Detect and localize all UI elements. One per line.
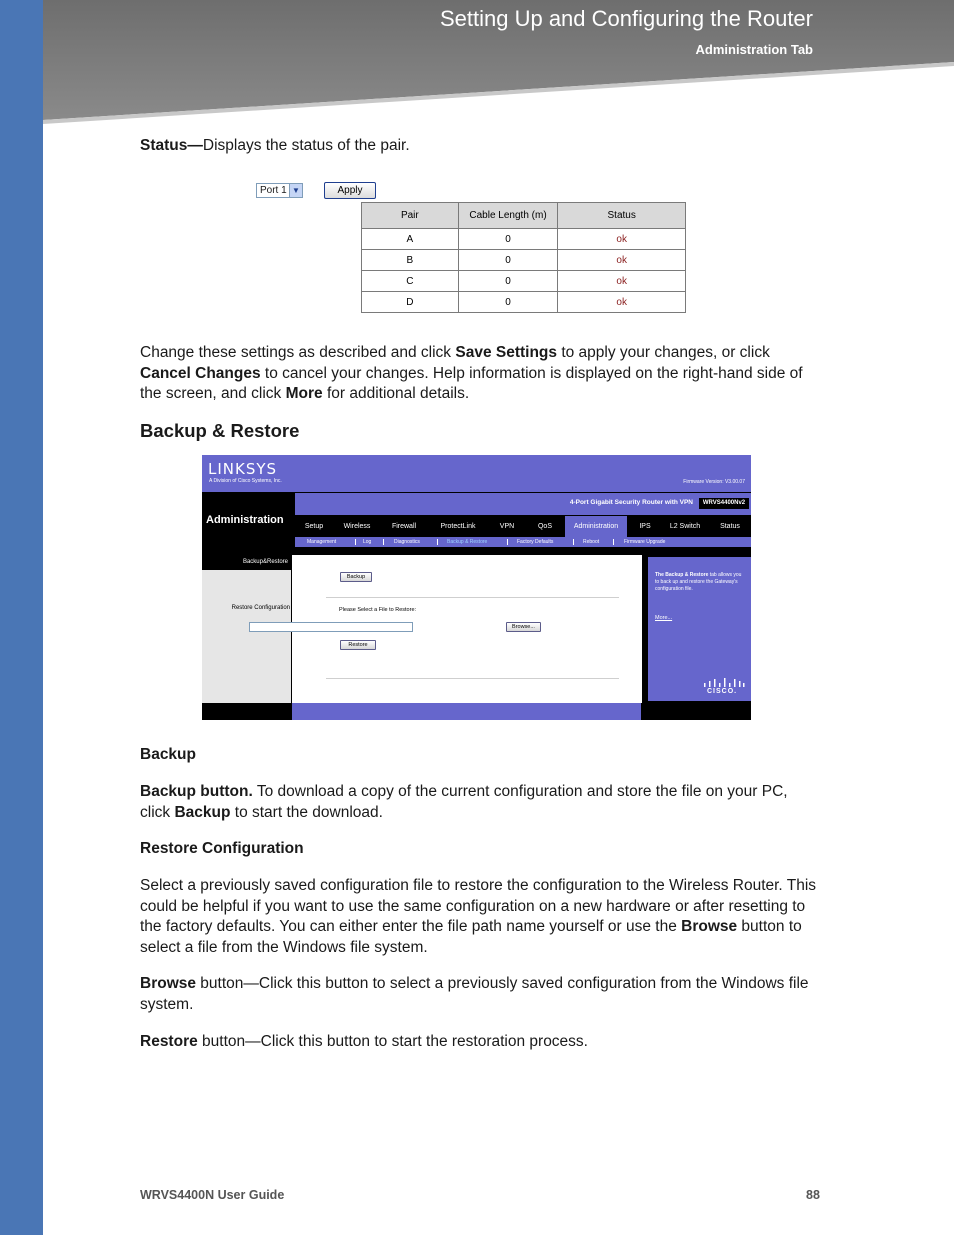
browse-button[interactable]: Browse...	[506, 622, 541, 632]
column-header: Pair	[362, 203, 459, 229]
status-cell: ok	[558, 229, 686, 250]
text-run: button to select a file from the Windows file system.	[140, 918, 802, 956]
section-title: Backup & Restore	[140, 420, 300, 441]
column-header: Cable Length (m)	[458, 203, 558, 229]
subtab-backup-restore[interactable]: Backup & Restore	[447, 539, 488, 545]
status-cell: ok	[558, 250, 686, 271]
tab-wireless[interactable]: Wireless	[343, 523, 371, 530]
tab-protectlink[interactable]: ProtectLink	[440, 523, 476, 530]
text-run: button—Click this button to select a previously saved configuration from the Windows file system.	[140, 975, 809, 1013]
subtab-reboot[interactable]: Reboot	[583, 539, 600, 545]
text-run: to cancel your changes. Help information is displayed on the right-hand side of the screen, and click	[140, 364, 803, 402]
sidebar-heading: Backup&Restore	[202, 555, 291, 570]
column-header: Status	[558, 203, 686, 229]
length-cell: 0	[458, 271, 558, 292]
router-sub-tabs	[295, 537, 751, 547]
change-settings-paragraph	[140, 343, 820, 405]
backup-button[interactable]: Backup	[340, 572, 372, 582]
text-run: to apply your changes, or click	[557, 344, 770, 361]
tab-l2-switch[interactable]: L2 Switch	[669, 523, 701, 530]
restore-button[interactable]: Restore	[340, 640, 376, 650]
model-name: 4-Port Gigabit Security Router with VPN	[569, 499, 693, 506]
pair-cell: B	[362, 250, 459, 271]
subtab-log[interactable]: Log	[363, 539, 372, 545]
linksys-logo-subtitle: A Division of Cisco Systems, Inc.	[209, 478, 282, 484]
subtab-separator	[507, 539, 508, 545]
subtab-separator	[437, 539, 438, 545]
router-top-band	[202, 455, 751, 492]
router-bottom-left	[202, 703, 291, 720]
subtab-management[interactable]: Management	[307, 539, 337, 545]
table-row	[362, 229, 686, 250]
tab-ips[interactable]: IPS	[639, 523, 651, 530]
router-main-tabs	[295, 516, 751, 537]
tab-administration[interactable]: Administration	[565, 516, 627, 537]
subtab-factory-defaults[interactable]: Factory Defaults	[517, 539, 554, 545]
backup-heading: Backup	[140, 746, 196, 763]
text-run: Change these settings as described and click	[140, 344, 456, 361]
browse-term: Browse	[681, 918, 738, 935]
browse-paragraph	[140, 974, 820, 1015]
more-term: More	[285, 385, 323, 402]
cisco-logo: CISCO.	[707, 688, 738, 695]
help-text	[655, 572, 745, 593]
text-run: button—Click this button to start the restoration process.	[197, 1033, 588, 1050]
model-bar	[295, 493, 751, 515]
text-run: To download a copy of the current configuration and store the file on your PC, click	[140, 783, 788, 821]
subtab-firmware-upgrade[interactable]: Firmware Upgrade	[624, 539, 666, 545]
browse-term: Browse	[140, 975, 196, 992]
port-select-value: Port 1	[260, 185, 287, 196]
text-run: Select a previously saved configuration file to restore the configuration to the Wireless Router. This could be helpful if you want to use the same configuration on a new hardware or after resetting to the factory defaults. You can either enter the file path name yourself or use the	[140, 877, 817, 935]
firmware-version: Firmware Version: V3.00.07	[683, 479, 745, 485]
subtab-separator	[383, 539, 384, 545]
pair-cell: A	[362, 229, 459, 250]
table-header-row	[362, 203, 686, 229]
restore-file-input[interactable]	[249, 622, 413, 632]
length-cell: 0	[458, 250, 558, 271]
chevron-down-icon: ▼	[289, 184, 302, 197]
cable-test-table	[361, 202, 686, 313]
status-description	[140, 136, 820, 157]
left-accent-bar	[0, 0, 43, 1235]
pair-cell: D	[362, 292, 459, 313]
apply-button[interactable]: Apply	[324, 182, 376, 199]
table-row	[362, 250, 686, 271]
backup-term: Backup	[174, 803, 231, 821]
divider	[326, 678, 619, 679]
help-text-body: tab allows you to back up and restore the Gateway's configuration file.	[655, 572, 742, 592]
tab-setup[interactable]: Setup	[304, 523, 324, 530]
router-ui-screenshot	[202, 455, 751, 720]
subtab-separator	[573, 539, 574, 545]
status-text: Displays the status of the pair.	[202, 137, 410, 154]
tab-firewall[interactable]: Firewall	[391, 523, 417, 530]
linksys-logo: LINKSYS	[208, 460, 278, 478]
help-text-bold: The Backup & Restore	[655, 572, 709, 578]
restore-paragraph	[140, 876, 820, 958]
pair-cell: C	[362, 271, 459, 292]
port-select[interactable]	[256, 183, 303, 198]
header-subtitle: Administration Tab	[695, 42, 813, 57]
section-label: Administration	[206, 514, 284, 526]
page-header	[43, 0, 954, 125]
header-title: Setting Up and Configuring the Router	[439, 6, 813, 31]
status-cell: ok	[558, 292, 686, 313]
length-cell: 0	[458, 292, 558, 313]
subtab-separator	[355, 539, 356, 545]
sidebar-item-restore-configuration: Restore Configuration	[231, 605, 290, 611]
cisco-logo-bars-icon	[703, 678, 745, 687]
table-row	[362, 292, 686, 313]
table-row	[362, 271, 686, 292]
cancel-changes-term: Cancel Changes	[140, 364, 261, 382]
tab-status[interactable]: Status	[720, 523, 740, 530]
text-run: to start the download.	[230, 803, 383, 821]
restore-term: Restore	[140, 1033, 198, 1050]
text-run: for additional details.	[322, 385, 470, 402]
restore-file-label: Please Select a File to Restore:	[339, 607, 417, 613]
footer-guide-title: WRVS4400N User Guide	[140, 1188, 285, 1202]
subtab-separator	[613, 539, 614, 545]
help-more-link[interactable]: More...	[655, 615, 673, 621]
save-settings-term: Save Settings	[455, 344, 558, 361]
restore-heading: Restore Configuration	[140, 840, 304, 857]
divider	[326, 597, 619, 598]
status-cell: ok	[558, 271, 686, 292]
length-cell: 0	[458, 229, 558, 250]
footer-page-number: 88	[806, 1188, 820, 1202]
backup-paragraph	[140, 782, 820, 823]
subtab-diagnostics[interactable]: Diagnostics	[394, 539, 420, 545]
tab-vpn[interactable]: VPN	[499, 523, 515, 530]
restore-button-paragraph	[140, 1032, 820, 1053]
status-term: Status—	[140, 137, 203, 154]
router-bottom-bar	[292, 703, 641, 720]
backup-button-term: Backup button.	[140, 783, 253, 800]
tab-qos[interactable]: QoS	[537, 523, 552, 530]
model-id: WRVS4400Nv2	[699, 498, 749, 509]
